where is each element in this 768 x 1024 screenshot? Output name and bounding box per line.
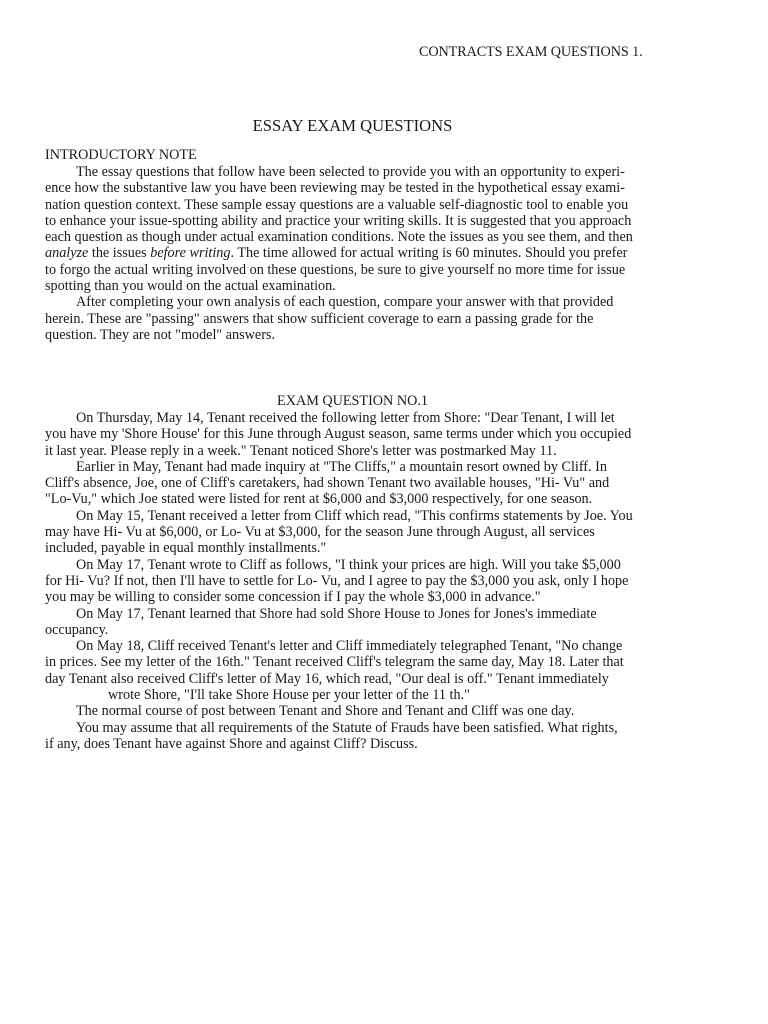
question-line xyxy=(45,508,675,524)
text-run: herein. These are "passing" answers that show sufficient coverage to earn a passing grade for the xyxy=(45,310,594,327)
text-run: Cliff's absence, Joe, one of Cliff's caretakers, had shown Tenant two available houses, "Hi- Vu" and xyxy=(45,475,610,492)
question-line xyxy=(45,720,675,736)
text-run: occupancy. xyxy=(45,621,109,638)
running-head: CONTRACTS EXAM QUESTIONS 1. xyxy=(419,44,643,60)
question-line xyxy=(45,459,675,475)
introductory-note-heading: INTRODUCTORY NOTE xyxy=(45,147,197,163)
text-run: may have Hi- Vu at $6,000, or Lo- Vu at $3,000, for the season June through August, all services xyxy=(45,524,595,541)
question-line xyxy=(45,654,675,670)
exam-question-body xyxy=(45,410,675,752)
text-run: You may assume that all requirements of the Statute of Frauds have been satisfied. What rights, xyxy=(76,719,618,736)
text-run: to forgo the actual writing involved on these questions, be sure to give yourself no more time for issue xyxy=(45,261,626,278)
question-line xyxy=(45,573,675,589)
text-run: you have my 'Shore House' for this June through August season, same terms under which you occupied xyxy=(45,426,632,443)
text-run: wrote Shore, "I'll take Shore House per your letter of the 11 th." xyxy=(108,687,470,704)
text-run: "Lo-Vu," which Joe stated were listed for rent at $6,000 and $3,000 respectively, for one season. xyxy=(45,491,593,508)
text-run: if any, does Tenant have against Shore and against Cliff? Discuss. xyxy=(45,735,418,752)
text-run: ence how the substantive law you have been reviewing may be tested in the hypothetical essay exami- xyxy=(45,180,625,197)
question-line xyxy=(45,703,675,719)
text-run: The normal course of post between Tenant and Shore and Tenant and Cliff was one day. xyxy=(76,703,575,720)
question-line xyxy=(45,589,675,605)
text-run: . The time allowed for actual writing is 60 minutes. Should you prefer xyxy=(230,245,628,262)
text-run: question. They are not "model" answers. xyxy=(45,326,275,343)
intro-line xyxy=(45,197,675,213)
text-run: On May 17, Tenant wrote to Cliff as follows, "I think your prices are high. Will you take $5,000 xyxy=(76,556,621,573)
text-run: it last year. Please reply in a week." Tenant noticed Shore's letter was postmarked May 11. xyxy=(45,442,557,459)
intro-line xyxy=(45,245,675,261)
question-line xyxy=(45,475,675,491)
question-line xyxy=(45,410,675,426)
exam-question-heading: EXAM QUESTION NO.1 xyxy=(277,393,428,409)
intro-line xyxy=(45,262,675,278)
text-run: nation question context. These sample essay questions are a valuable self-diagnostic tool to enable you xyxy=(45,196,629,213)
question-line xyxy=(45,671,675,687)
question-line xyxy=(45,687,675,703)
text-run: before writing xyxy=(150,245,231,262)
intro-line xyxy=(45,327,675,343)
text-run: The essay questions that follow have been selected to provide you with an opportunity to experi- xyxy=(76,164,625,180)
text-run: the issues xyxy=(88,245,151,262)
question-line xyxy=(45,638,675,654)
question-line xyxy=(45,491,675,507)
text-run: After completing your own analysis of each question, compare your answer with that provided xyxy=(76,294,614,311)
text-run: On May 17, Tenant learned that Shore had sold Shore House to Jones for Jones's immediate xyxy=(76,605,597,622)
question-line xyxy=(45,622,675,638)
question-line xyxy=(45,557,675,573)
question-line xyxy=(45,606,675,622)
text-run: On Thursday, May 14, Tenant received the following letter from Shore: "Dear Tenant, I will let xyxy=(76,410,615,426)
text-run: you may be willing to consider some concession if I pay the whole $3,000 in advance." xyxy=(45,589,541,606)
intro-line xyxy=(45,164,675,180)
text-run: in prices. See my letter of the 16th." Tenant received Cliff's telegram the same day, May 18. Later that xyxy=(45,654,624,671)
introductory-note-body xyxy=(45,164,675,343)
question-line xyxy=(45,540,675,556)
question-line xyxy=(45,426,675,442)
text-run: for Hi- Vu? If not, then I'll have to settle for Lo- Vu, and I agree to pay the $3,000 you ask, only I hope xyxy=(45,572,629,589)
intro-line xyxy=(45,229,675,245)
intro-line xyxy=(45,180,675,196)
question-line xyxy=(45,736,675,752)
intro-line xyxy=(45,311,675,327)
text-run: day Tenant also received Cliff's letter of May 16, which read, "Our deal is off." Tenant immediately xyxy=(45,670,609,687)
question-line xyxy=(45,524,675,540)
text-run: analyze xyxy=(45,245,89,262)
text-run: Earlier in May, Tenant had made inquiry at "The Cliffs," a mountain resort owned by Cliff. In xyxy=(76,458,607,475)
text-run: spotting than you would on the actual examination. xyxy=(45,278,336,295)
text-run: to enhance your issue-spotting ability and practice your writing skills. It is suggested that you approach xyxy=(45,212,632,229)
question-line xyxy=(45,443,675,459)
text-run: On May 18, Cliff received Tenant's letter and Cliff immediately telegraphed Tenant, "No change xyxy=(76,638,623,655)
text-run: included, payable in equal monthly installments." xyxy=(45,540,327,557)
text-run: each question as though under actual examination conditions. Note the issues as you see them, and then xyxy=(45,229,633,246)
page-title: ESSAY EXAM QUESTIONS xyxy=(252,116,453,135)
intro-line xyxy=(45,294,675,310)
text-run: On May 15, Tenant received a letter from Cliff which read, "This confirms statements by Joe. You xyxy=(76,507,633,524)
intro-line xyxy=(45,278,675,294)
intro-line xyxy=(45,213,675,229)
